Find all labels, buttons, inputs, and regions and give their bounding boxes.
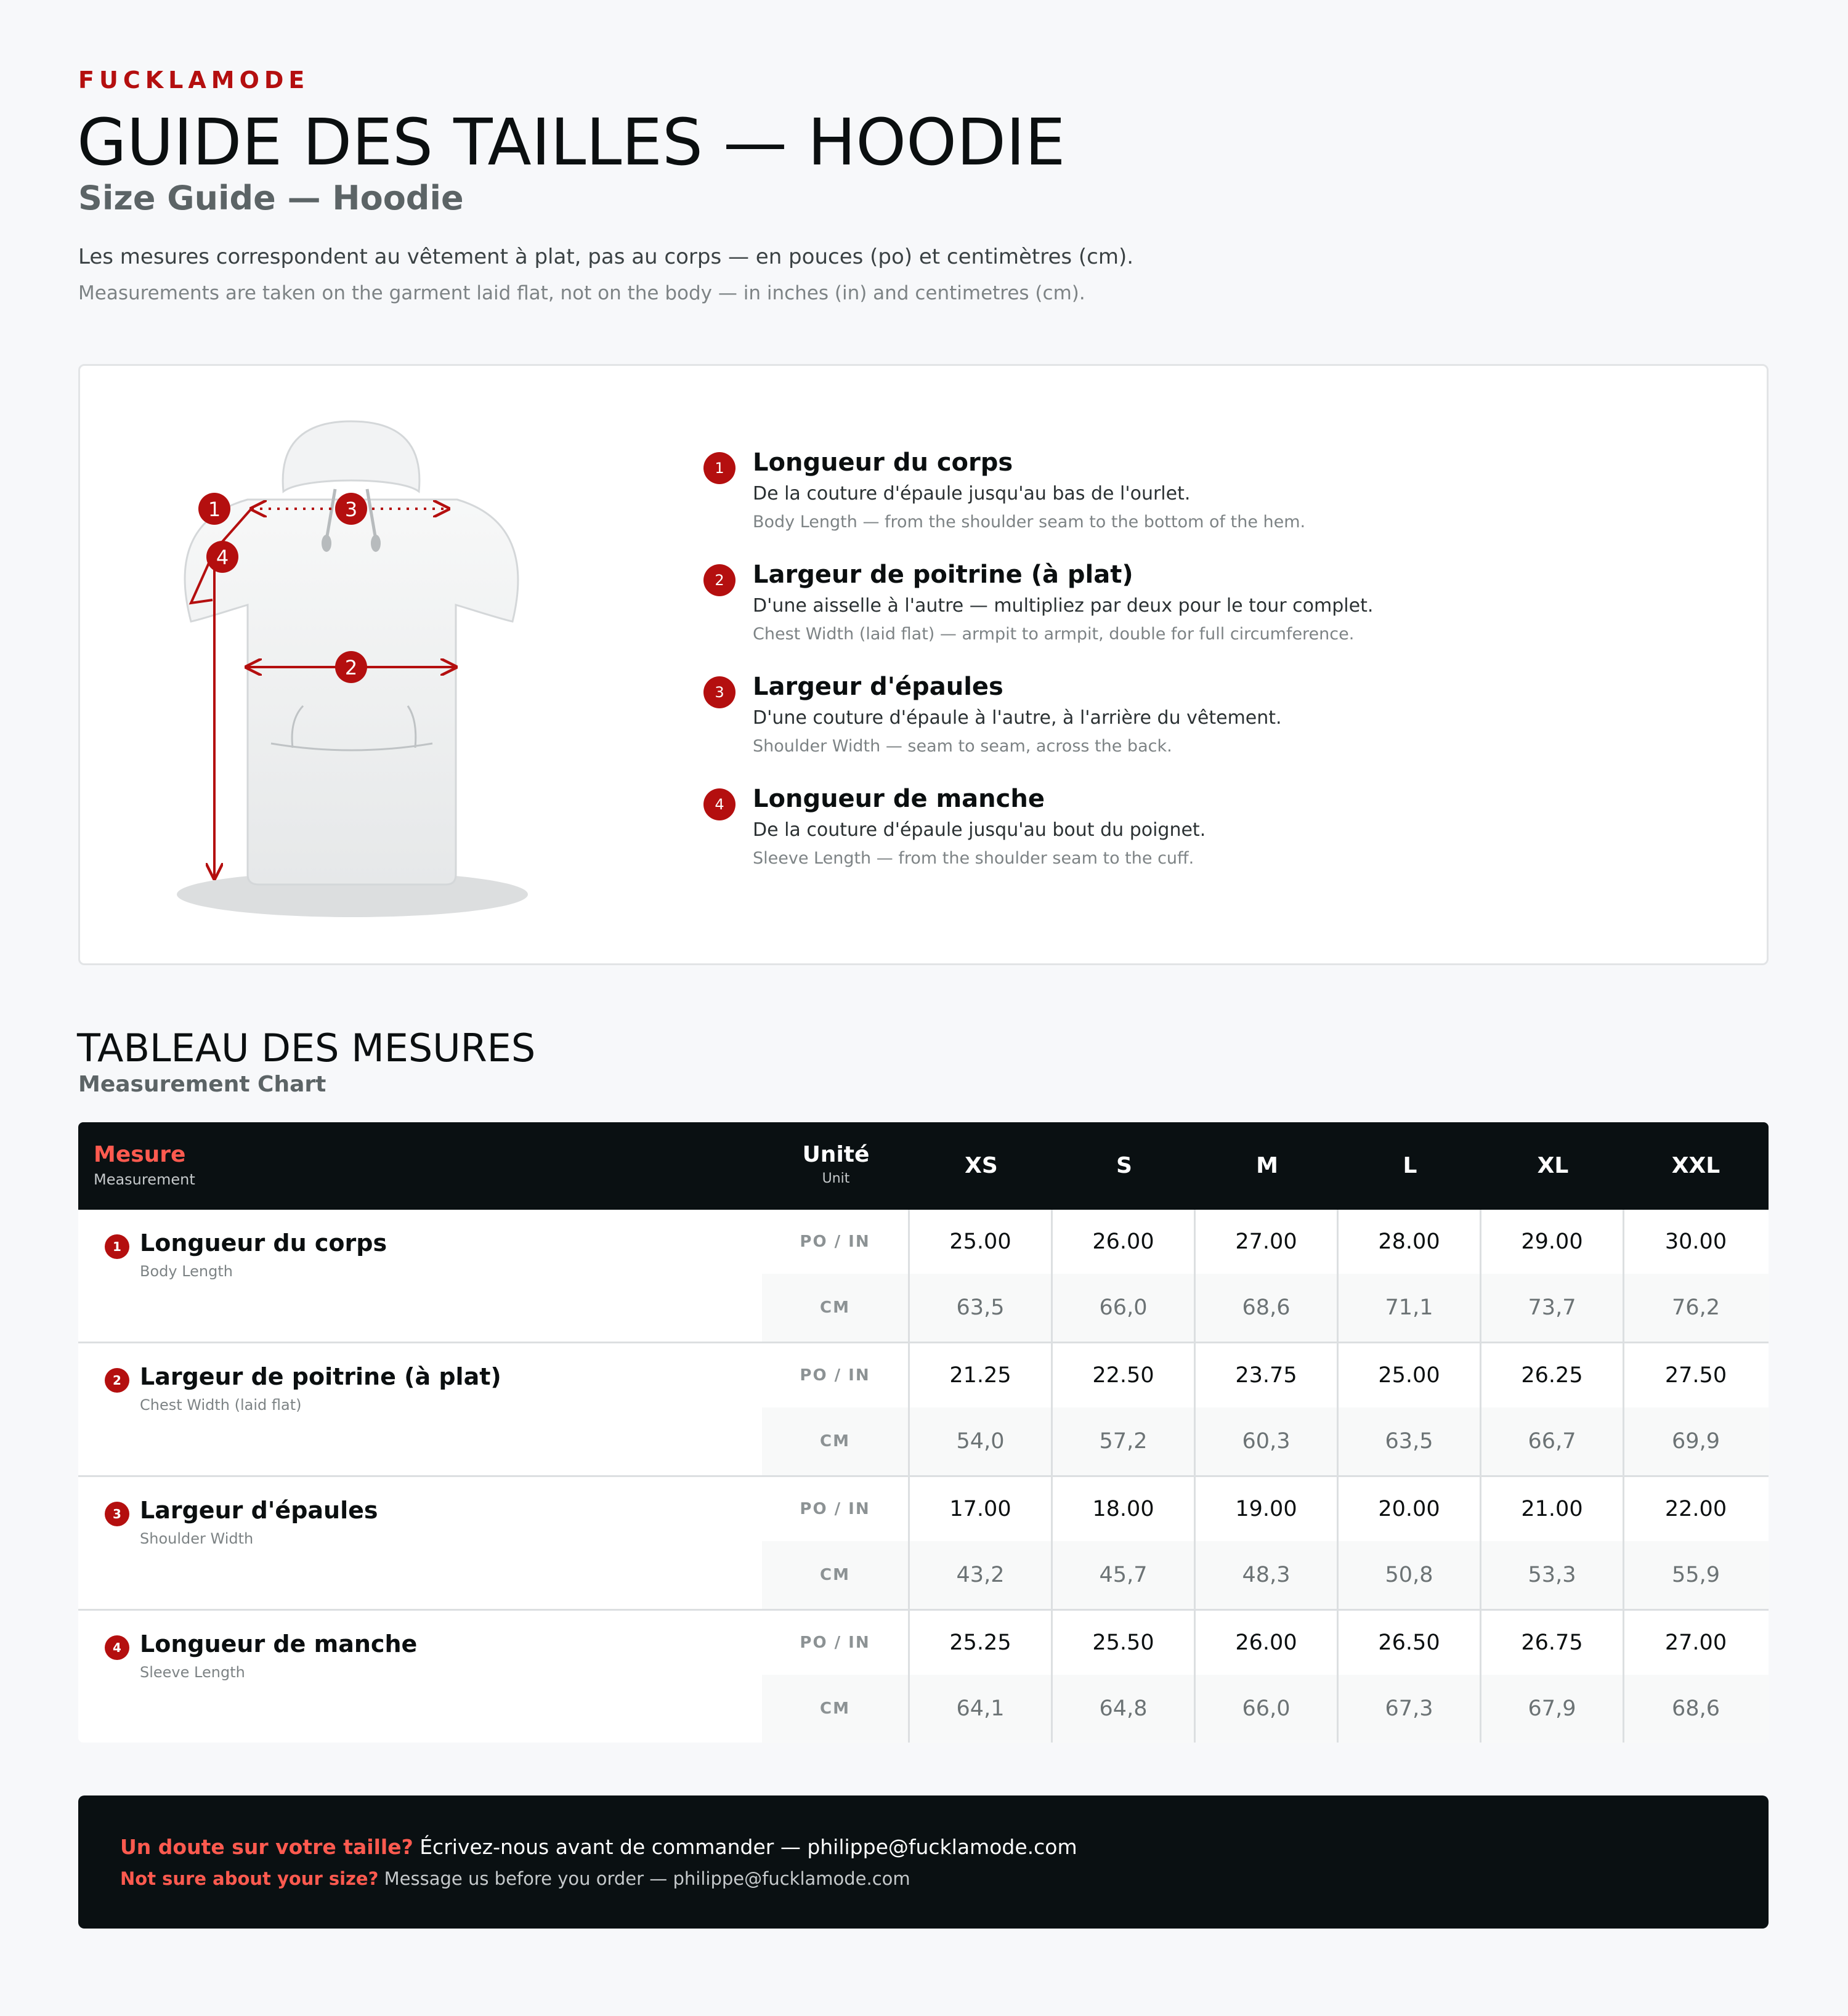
- legend-desc-en: Body Length — from the shoulder seam to the bottom of the hem.: [753, 512, 1306, 532]
- unit-cell: PO / IN: [762, 1611, 910, 1675]
- value-cell: 22.50: [1053, 1343, 1196, 1407]
- help-banner: [78, 1795, 1769, 1929]
- value-cell: 45,7: [1053, 1541, 1196, 1609]
- marker-3: [335, 493, 367, 525]
- legend-item-shoulder-width: [703, 673, 1627, 785]
- table-row-cm: [762, 1541, 1769, 1609]
- table-row-cm: [762, 1407, 1769, 1475]
- value-cell: 64,8: [1053, 1675, 1196, 1743]
- row-subtitle: Chest Width (laid flat): [140, 1396, 302, 1414]
- unit-cell: CM: [762, 1407, 910, 1475]
- table-row-group: [78, 1609, 1769, 1743]
- table-section-subtitle: Measurement Chart: [78, 1072, 326, 1097]
- intro-text-fr: Les mesures correspondent au vêtement à plat, pas au corps — en pouces (po) et centimètres (cm).: [78, 245, 1134, 269]
- drawstring-tip-left: [322, 535, 331, 552]
- value-cell: 17.00: [910, 1477, 1053, 1541]
- legend-desc-fr: De la couture d'épaule jusqu'au bas de l'ourlet.: [753, 483, 1191, 504]
- row-label-cell: [78, 1343, 764, 1475]
- value-cell: 19.00: [1196, 1477, 1339, 1541]
- legend-badge: 1: [703, 452, 736, 484]
- svg-text:1: 1: [208, 498, 221, 521]
- legend-desc-en: Chest Width (laid flat) — armpit to armpit, double for full circumference.: [753, 625, 1355, 644]
- table-row-cm: [762, 1274, 1769, 1342]
- row-subtitle: Shoulder Width: [140, 1530, 254, 1547]
- row-title: Longueur du corps: [140, 1229, 387, 1257]
- marker-1: [198, 493, 230, 525]
- value-cell: 67,9: [1481, 1675, 1624, 1743]
- value-cell: 66,7: [1481, 1407, 1624, 1475]
- legend-desc-en: Shoulder Width — seam to seam, across the back.: [753, 737, 1172, 756]
- table-row-group: [78, 1475, 1769, 1609]
- table-section-title: TABLEAU DES MESURES: [77, 1026, 536, 1071]
- legend-badge: 3: [703, 676, 736, 708]
- value-cell: 43,2: [910, 1541, 1053, 1609]
- unit-cell: PO / IN: [762, 1343, 910, 1407]
- value-cell: 69,9: [1672, 1429, 1720, 1454]
- row-badge: 2: [105, 1368, 129, 1393]
- header-size-xs: XS: [965, 1153, 998, 1178]
- value-cell: 30.00: [1664, 1229, 1727, 1254]
- measurement-diagram-card: [78, 364, 1769, 965]
- row-label-cell: [78, 1210, 764, 1342]
- unit-cell: CM: [762, 1541, 910, 1609]
- value-cell: 28.00: [1339, 1210, 1481, 1274]
- row-badge: 3: [105, 1502, 129, 1526]
- svg-text:2: 2: [344, 656, 358, 679]
- measurement-legend: [703, 448, 1627, 897]
- value-cell: 25.00: [910, 1210, 1053, 1274]
- row-label-cell: [78, 1611, 764, 1743]
- value-cell: 73,7: [1481, 1274, 1624, 1342]
- value-cell: 68,6: [1196, 1274, 1339, 1342]
- legend-desc-fr: De la couture d'épaule jusqu'au bout du poignet.: [753, 819, 1206, 841]
- header-size-s: S: [1116, 1153, 1132, 1178]
- marker-4: [206, 541, 238, 573]
- value-cell: 25.50: [1053, 1611, 1196, 1675]
- value-cell: 53,3: [1481, 1541, 1624, 1609]
- header-measure-fr: Mesure: [94, 1142, 186, 1167]
- unit-cell: PO / IN: [762, 1477, 910, 1541]
- help-message-fr: Écrivez-nous avant de commander — philippe@fucklamode.com: [413, 1835, 1077, 1859]
- table-header: [78, 1122, 1769, 1210]
- marker-2: [335, 651, 367, 683]
- value-cell: 21.25: [910, 1343, 1053, 1407]
- help-message-en: Message us before you order — philippe@fucklamode.com: [378, 1868, 910, 1889]
- measurement-table: [78, 1122, 1769, 1743]
- table-row-in: [762, 1611, 1769, 1675]
- drawstring-tip-right: [371, 535, 381, 552]
- header-unit-en: Unit: [822, 1171, 850, 1186]
- svg-text:4: 4: [216, 546, 229, 569]
- help-question-fr: Un doute sur votre taille?: [120, 1835, 413, 1859]
- help-line-en: [120, 1868, 910, 1889]
- table-row-cm: [762, 1675, 1769, 1743]
- header-size-m: M: [1256, 1153, 1278, 1178]
- svg-text:3: 3: [344, 498, 358, 521]
- value-cell: 27.00: [1664, 1630, 1727, 1655]
- value-cell: 27.50: [1664, 1363, 1727, 1388]
- value-cell: 29.00: [1481, 1210, 1624, 1274]
- table-row-group: [78, 1342, 1769, 1475]
- legend-item-chest-width: [703, 561, 1627, 673]
- value-cell: 57,2: [1053, 1407, 1196, 1475]
- page-title: GUIDE DES TAILLES — HOODIE: [77, 105, 1066, 180]
- value-cell: 60,3: [1196, 1407, 1339, 1475]
- value-cell: 66,0: [1053, 1274, 1196, 1342]
- value-cell: 68,6: [1672, 1696, 1720, 1721]
- header-size-xl: XL: [1537, 1153, 1569, 1178]
- value-cell: 23.75: [1196, 1343, 1339, 1407]
- legend-desc-en: Sleeve Length — from the shoulder seam to the cuff.: [753, 849, 1194, 868]
- row-badge: 1: [105, 1234, 129, 1259]
- header-unit-fr: Unité: [802, 1142, 870, 1167]
- unit-cell: CM: [762, 1274, 910, 1342]
- value-cell: 54,0: [910, 1407, 1053, 1475]
- value-cell: 26.00: [1196, 1611, 1339, 1675]
- value-cell: 26.75: [1481, 1611, 1624, 1675]
- legend-title: Largeur d'épaules: [753, 673, 1003, 701]
- row-label-cell: [78, 1477, 764, 1609]
- value-cell: 63,5: [910, 1274, 1053, 1342]
- table-body: [78, 1210, 1769, 1743]
- unit-cell: PO / IN: [762, 1210, 910, 1274]
- value-cell: 64,1: [910, 1675, 1053, 1743]
- value-cell: 27.00: [1196, 1210, 1339, 1274]
- table-row-in: [762, 1210, 1769, 1274]
- legend-title: Longueur du corps: [753, 448, 1013, 477]
- value-cell: 71,1: [1339, 1274, 1481, 1342]
- legend-title: Largeur de poitrine (à plat): [753, 561, 1133, 589]
- help-question-en: Not sure about your size?: [120, 1868, 379, 1889]
- legend-item-body-length: [703, 448, 1627, 561]
- value-cell: 21.00: [1481, 1477, 1624, 1541]
- table-row-in: [762, 1477, 1769, 1541]
- value-cell: 18.00: [1053, 1477, 1196, 1541]
- value-cell: 22.00: [1664, 1497, 1727, 1521]
- legend-desc-fr: D'une couture d'épaule à l'autre, à l'arrière du vêtement.: [753, 707, 1282, 729]
- legend-item-sleeve-length: [703, 785, 1627, 897]
- row-title: Largeur de poitrine (à plat): [140, 1363, 501, 1390]
- header-measure: [94, 1142, 195, 1188]
- header-size-l: L: [1403, 1153, 1417, 1178]
- value-cell: 76,2: [1672, 1295, 1720, 1320]
- value-cell: 50,8: [1339, 1541, 1481, 1609]
- legend-badge: 2: [703, 564, 736, 596]
- value-cell: 25.25: [910, 1611, 1053, 1675]
- table-row-in: [762, 1343, 1769, 1407]
- unit-cell: CM: [762, 1675, 910, 1743]
- legend-desc-fr: D'une aisselle à l'autre — multipliez par deux pour le tour complet.: [753, 595, 1374, 617]
- intro-text-en: Measurements are taken on the garment laid flat, not on the body — in inches (in) and centimetres (cm).: [78, 282, 1085, 304]
- value-cell: 67,3: [1339, 1675, 1481, 1743]
- page-subtitle: Size Guide — Hoodie: [78, 179, 464, 217]
- value-cell: 20.00: [1339, 1477, 1481, 1541]
- hoodie-hood: [283, 421, 419, 492]
- value-cell: 48,3: [1196, 1541, 1339, 1609]
- help-line-fr: [120, 1835, 1077, 1859]
- legend-badge: 4: [703, 788, 736, 820]
- row-title: Longueur de manche: [140, 1630, 418, 1658]
- value-cell: 26.00: [1053, 1210, 1196, 1274]
- row-badge: 4: [105, 1635, 129, 1660]
- header-measure-en: Measurement: [94, 1171, 195, 1188]
- hoodie-illustration: [80, 366, 634, 967]
- value-cell: 66,0: [1196, 1675, 1339, 1743]
- value-cell: 63,5: [1339, 1407, 1481, 1475]
- value-cell: 55,9: [1672, 1563, 1720, 1587]
- value-cell: 26.25: [1481, 1343, 1624, 1407]
- header-unit: [762, 1142, 910, 1186]
- header-size-xxl: XXL: [1671, 1153, 1720, 1178]
- table-row-group: [78, 1210, 1769, 1342]
- row-subtitle: Sleeve Length: [140, 1664, 245, 1681]
- value-cell: 26.50: [1339, 1611, 1481, 1675]
- value-cell: 25.00: [1339, 1343, 1481, 1407]
- row-title: Largeur d'épaules: [140, 1497, 378, 1524]
- row-subtitle: Body Length: [140, 1263, 233, 1280]
- brand-name: FUCKLAMODE: [78, 67, 310, 94]
- legend-title: Longueur de manche: [753, 785, 1045, 813]
